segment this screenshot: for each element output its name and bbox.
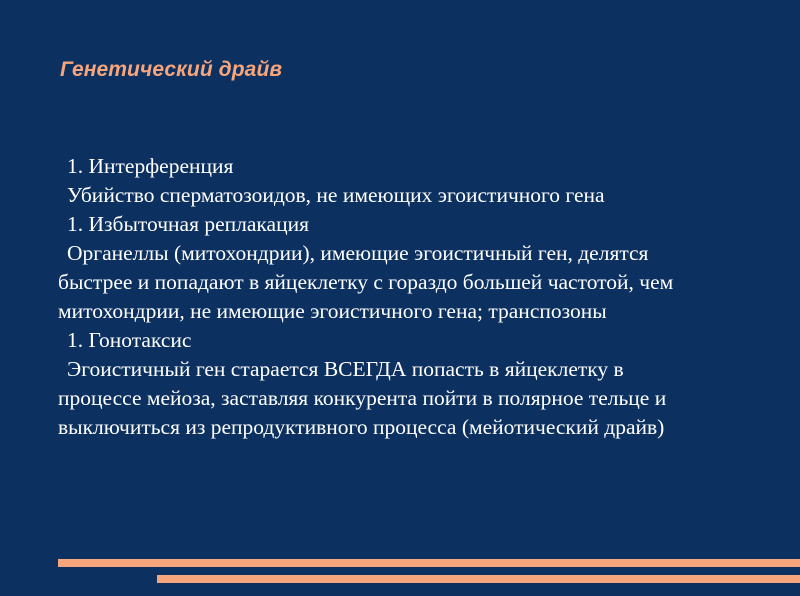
paragraph-line-organelles: митохондрии, не имеющие эгоистичного гена; транспозоны [58, 299, 607, 323]
decorative-bar-top [58, 559, 800, 567]
list-item-gonotaxis: 1. Гонотаксис [67, 328, 192, 352]
paragraph-line-gonotaxis: выключиться из репродуктивного процесса (мейотический драйв) [58, 415, 665, 439]
slide-title: Генетический драйв [60, 58, 283, 81]
paragraph-line-gonotaxis: Эгоистичный ген старается ВСЕГДА попасть в яйцеклетку в [67, 357, 624, 381]
decorative-bar-bottom [157, 575, 800, 583]
paragraph-line-organelles: Органеллы (митохондрии), имеющие эгоистичный ген, делятся [67, 241, 649, 265]
list-item-replication: 1. Избыточная реплакация [67, 212, 309, 236]
paragraph-interference: Убийство сперматозоидов, не имеющих эгоистичного гена [67, 183, 605, 207]
slide-body [58, 152, 788, 442]
paragraph-line-organelles: быстрее и попадают в яйцеклетку с гораздо большей частотой, чем [58, 270, 674, 294]
paragraph-line-gonotaxis: процессе мейоза, заставляя конкурента пойти в полярное тельце и [58, 386, 667, 410]
list-item-interference: 1. Интерференция [67, 154, 234, 178]
